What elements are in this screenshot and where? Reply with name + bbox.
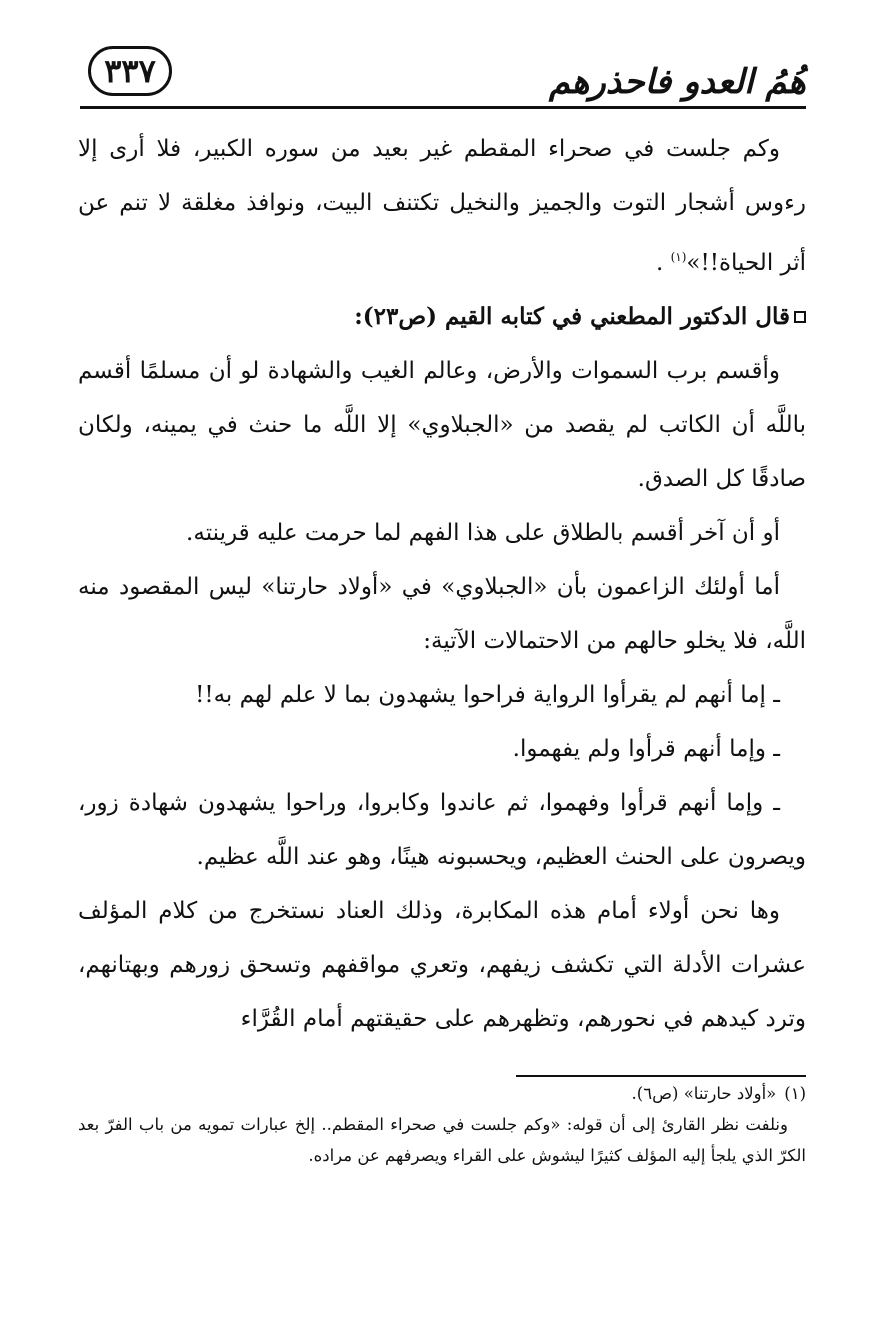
body-text (78, 122, 806, 1046)
footnote-1 (78, 1078, 806, 1109)
bullet-item-1: ـ إما أنهم لم يقرأوا الرواية فراحوا يشهدون بما لا علم لهم به!! (195, 682, 780, 708)
page-header (80, 40, 806, 110)
running-head: هُمُ العدو فاحذرهم (548, 62, 806, 102)
paragraph-4: أما أولئك الزاعمون بأن «الجبلاوي» في «أولاد حارتنا» ليس المقصود منه اللَّه، فلا يخلو حالهم من الاحتمالات الآتية: (78, 574, 806, 654)
footnote-number: (١) (784, 1084, 806, 1103)
quote-heading-text: قال الدكتور المطعني في كتابه القيم (ص٢٣): (354, 303, 790, 330)
footnotes (78, 1078, 806, 1171)
paragraph-3: أو أن آخر أقسم بالطلاق على هذا الفهم لما حرمت عليه قرينته. (186, 520, 780, 546)
paragraph-1-end: . (655, 250, 671, 276)
page-number: ٣٣٧ (88, 46, 172, 96)
paragraph-2: وأقسم برب السموات والأرض، وعالم الغيب والشهادة لو أن مسلمًا أقسم باللَّه أن الكاتب لم يقصد من «الجبلاوي» إلا اللَّه ما حنث في يمينه، ولكان صادقًا كل الصدق. (78, 358, 806, 492)
bullet-item-3: ـ وإما أنهم قرأوا وفهموا، ثم عاندوا وكابروا، وراحوا يشهدون شهادة زور، ويصرون على الحنث العظيم، ويحسبونه هينًا، وهو عند اللَّه عظيم. (78, 790, 806, 870)
footnote-reference[interactable]: (١) (670, 250, 687, 264)
bullet-item-2: ـ وإما أنهم قرأوا ولم يفهموا. (512, 736, 780, 762)
footnote-rule (516, 1075, 806, 1077)
paragraph-1 (78, 122, 806, 290)
quote-heading (78, 290, 806, 344)
header-rule (80, 106, 806, 109)
paragraph-5: وها نحن أولاء أمام هذه المكابرة، وذلك العناد نستخرج من كلام المؤلف عشرات الأدلة التي تكشف زيفهم، وتعري مواقفهم وتسحق زورهم وبهتانهم، وترد كيدهم في نحورهم، وتظهرهم على حقيقتهم أمام القُرَّاء (78, 898, 806, 1032)
box-bullet-icon (794, 311, 806, 323)
paragraph-1-text: وكم جلست في صحراء المقطم غير بعيد من سوره الكبير، فلا أرى إلا رءوس أشجار التوت والجميز والنخيل تكتنف البيت، ونوافذ مغلقة لا تنم عن أثر الحياة!!» (78, 136, 806, 276)
footnote-1-text: «أولاد حارتنا» (ص٦). (631, 1084, 777, 1103)
footnote-note: ونلفت نظر القارئ إلى أن قوله: «وكم جلست في صحراء المقطم.. إلخ عبارات تمويه من باب الفرّ بعد الكرّ الذي يلجأ إليه المؤلف كثيرًا ليشوش على القراء ويصرفهم عن مراده. (78, 1115, 806, 1165)
